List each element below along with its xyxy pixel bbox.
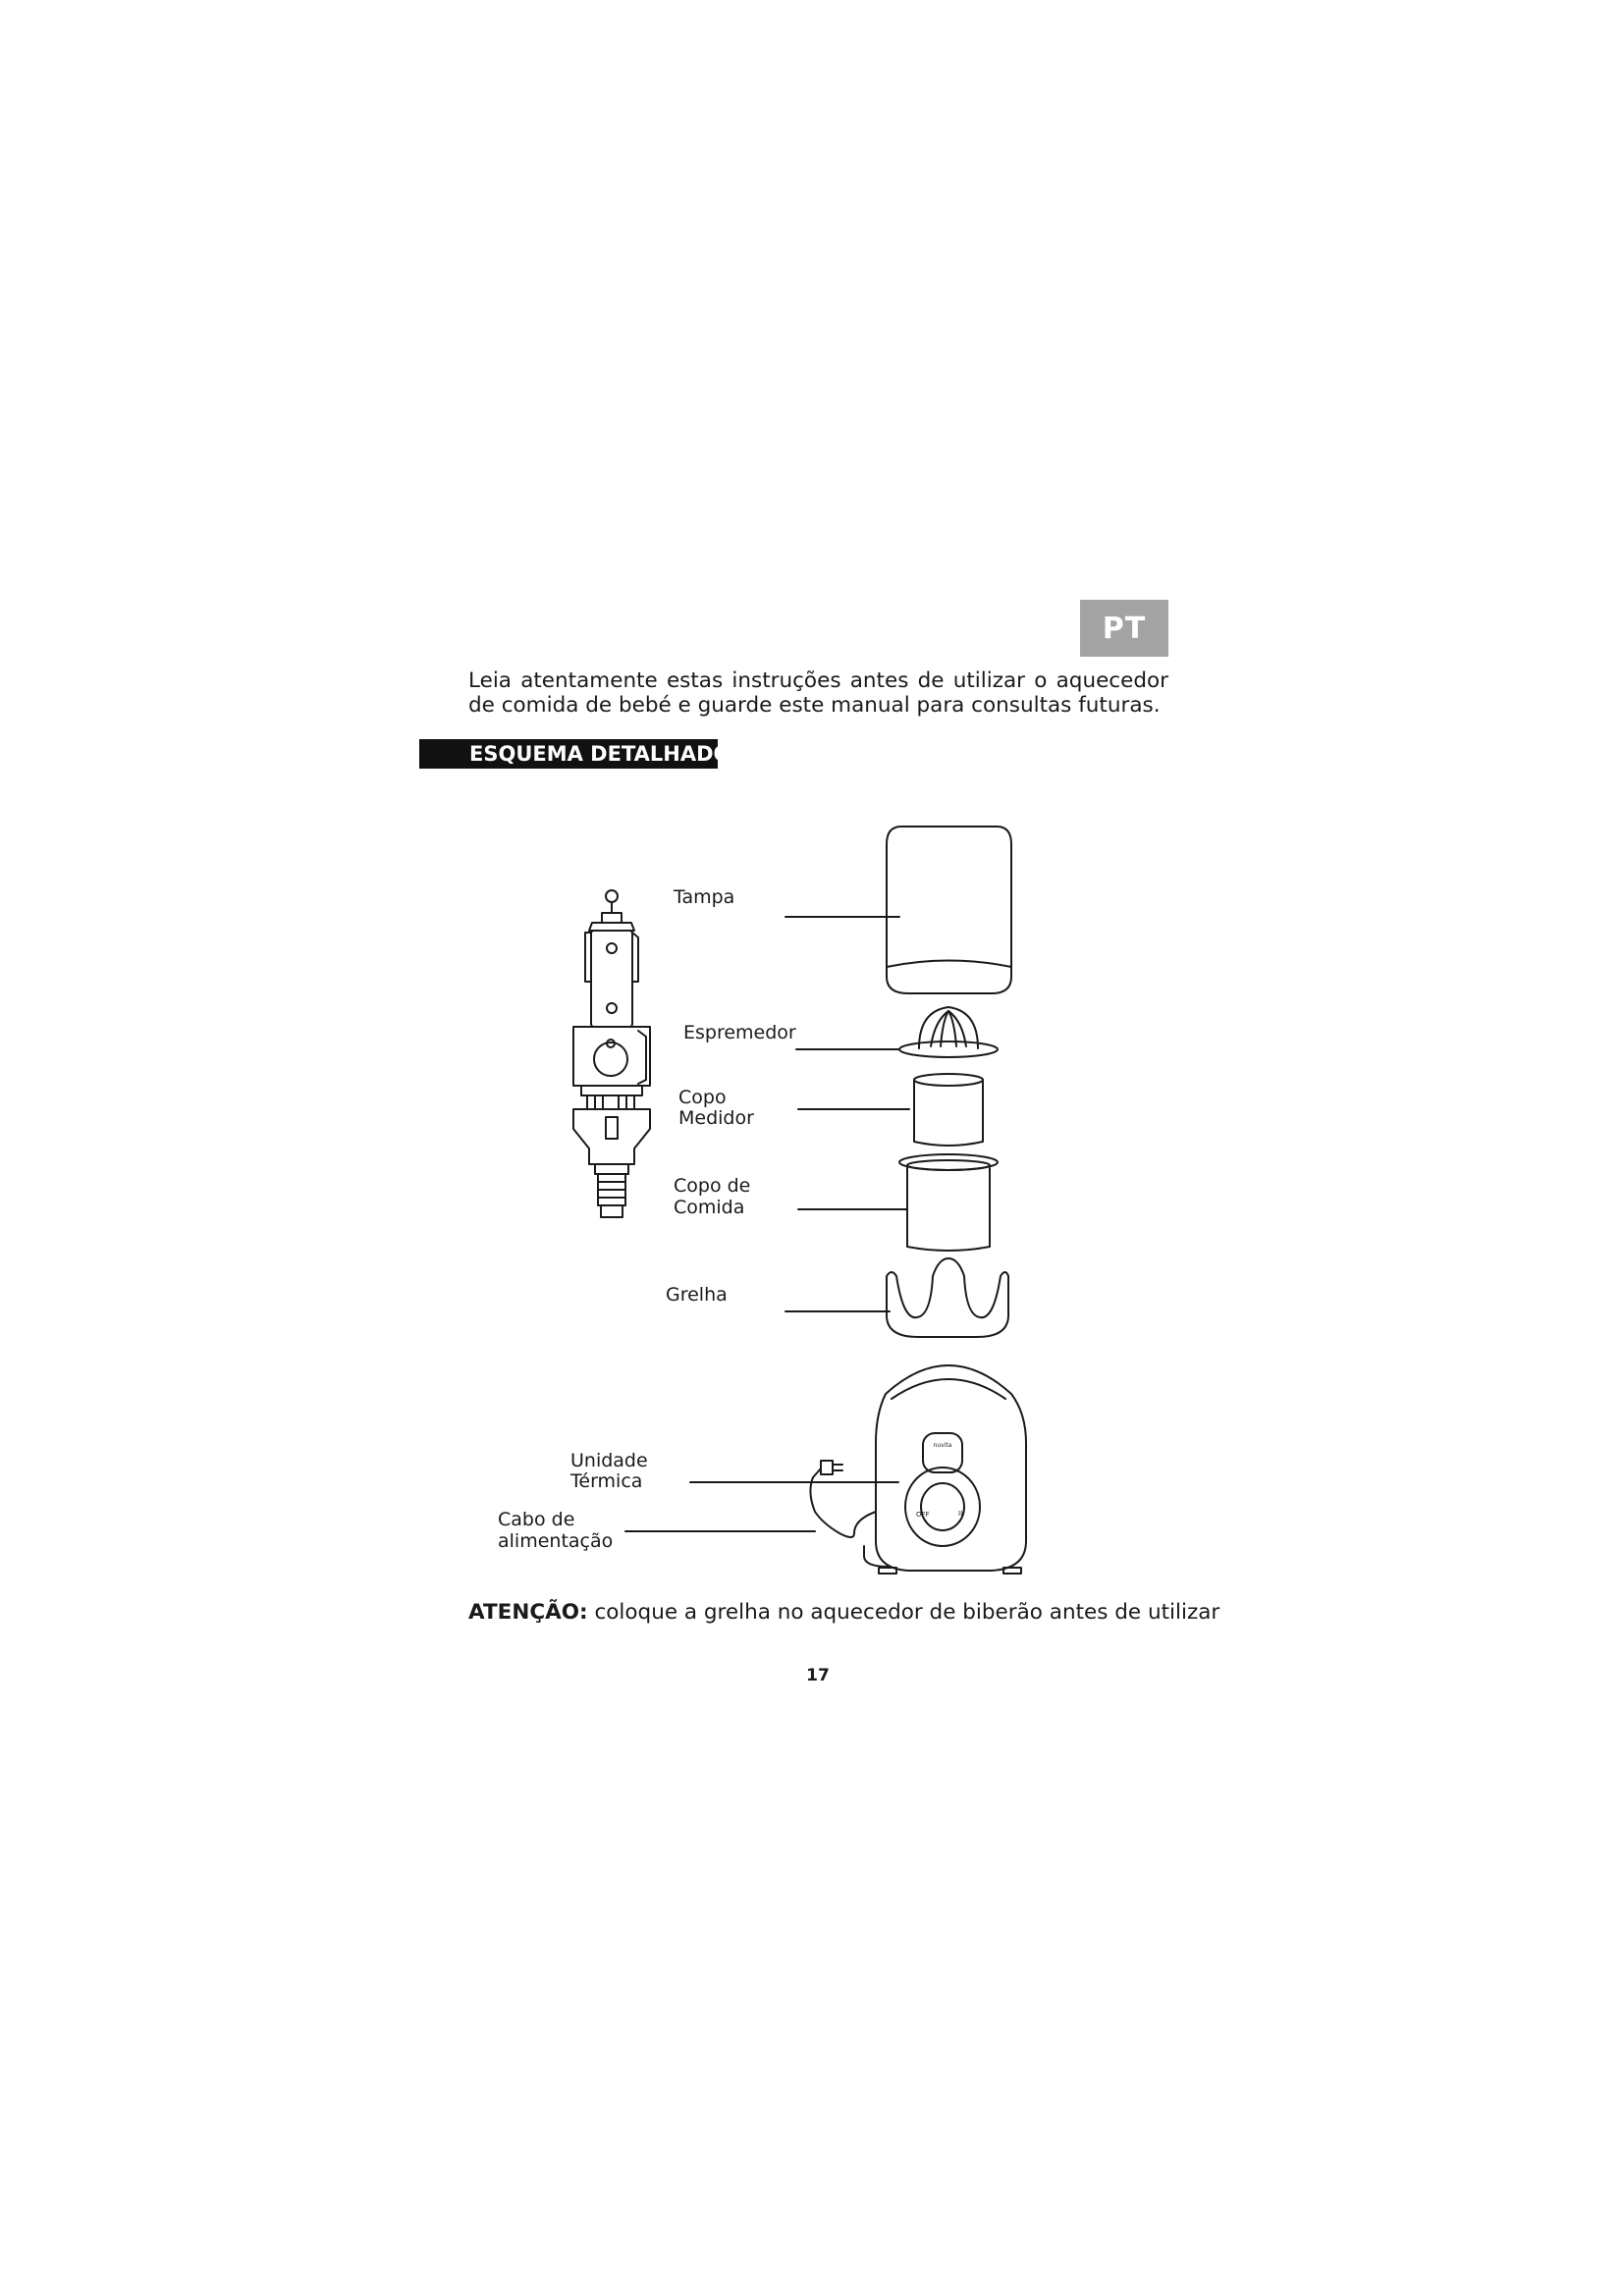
rack-illustration: [887, 1258, 1008, 1337]
label-cabo-1: Cabo de: [498, 1509, 575, 1530]
heating-unit-illustration: [810, 1365, 1026, 1574]
intro-paragraph: Leia atentamente estas instruções antes de utilizar o aquecedor de comida de bebé e guarde este manual para consultas futuras.: [468, 668, 1168, 718]
label-copo-medidor-1: Copo: [678, 1087, 727, 1108]
car-adapter-illustration: [573, 890, 650, 1217]
warning-note: [468, 1600, 1219, 1625]
section-header: ESQUEMA DETALHADO: [419, 739, 718, 769]
svg-text:III: III: [958, 1510, 965, 1518]
warning-label: ATENÇÃO:: [468, 1600, 588, 1625]
label-grelha: Grelha: [666, 1284, 728, 1306]
label-copo-comida-1: Copo de: [674, 1175, 751, 1197]
svg-text:OFF: OFF: [916, 1511, 930, 1519]
measuring-cup-illustration: [914, 1074, 983, 1146]
label-unidade-1: Unidade: [570, 1450, 648, 1471]
label-copo-comida-2: Comida: [674, 1197, 745, 1218]
label-tampa: Tampa: [674, 886, 735, 908]
label-cabo-2: alimentação: [498, 1530, 614, 1552]
food-cup-illustration: [899, 1154, 998, 1251]
label-copo-medidor-2: Medidor: [678, 1107, 754, 1129]
language-tab: PT: [1080, 600, 1168, 657]
page-number: 17: [806, 1666, 830, 1685]
label-unidade-2: Térmica: [570, 1470, 643, 1492]
leader-lines: [625, 917, 909, 1531]
warning-text: coloque a grelha no aquecedor de biberão antes de utilizar: [587, 1600, 1220, 1625]
svg-text:nuvita: nuvita: [933, 1442, 952, 1449]
lid-illustration: [887, 827, 1011, 993]
label-espremedor: Espremedor: [683, 1022, 796, 1043]
squeezer-illustration: [899, 1007, 998, 1057]
